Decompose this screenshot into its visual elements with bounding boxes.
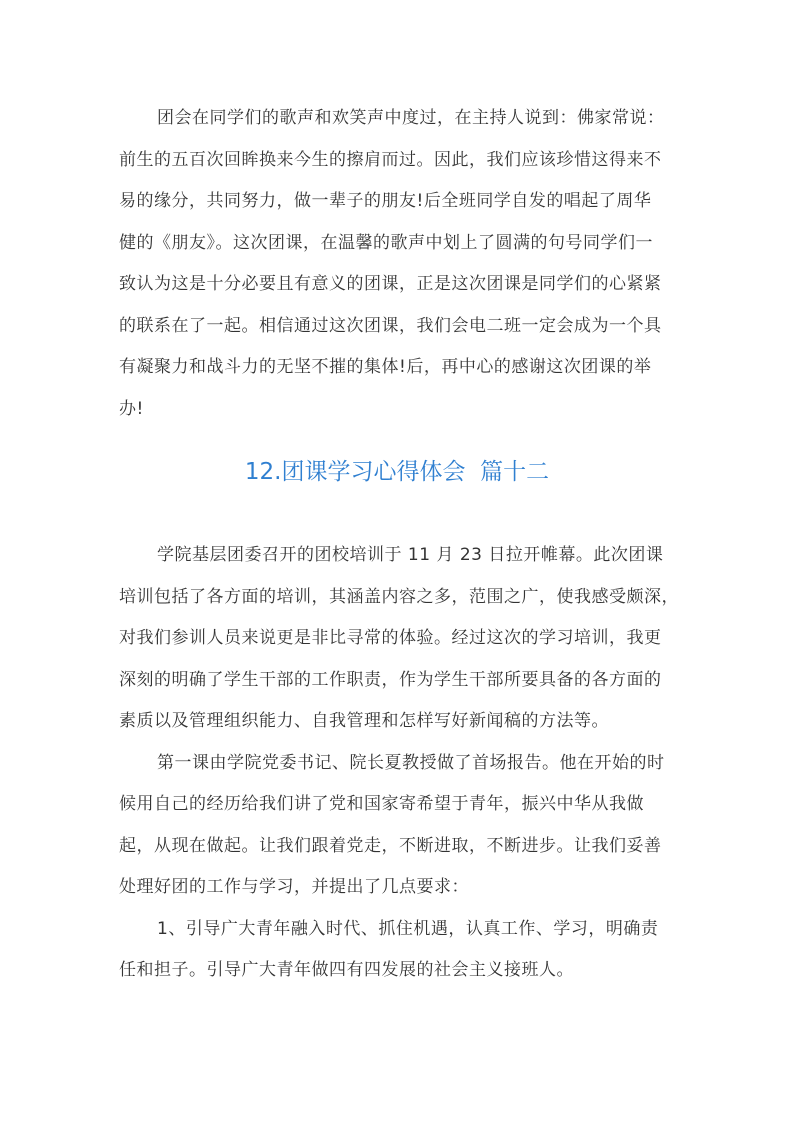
paragraph-line: 候用自己的经历给我们讲了党和国家寄希望于青年，振兴中华从我做 [119, 794, 644, 814]
paragraph-line: 团会在同学们的歌声和欢笑声中度过，在主持人说到：佛家常说： [157, 108, 665, 128]
paragraph-line: 易的缘分，共同努力，做一辈子的朋友!后全班同学自发的唱起了周华 [119, 191, 652, 211]
paragraph-line: 1、引导广大青年融入时代、抓住机遇，认真工作、学习，明确责 [157, 919, 659, 939]
paragraph-line: 处理好团的工作与学习，并提出了几点要求： [119, 877, 469, 897]
paragraph-line: 培训包括了各方面的培训，其涵盖内容之多，范围之广，使我感受颇深， [119, 587, 679, 607]
paragraph-line: 有凝聚力和战斗力的无坚不摧的集体!后，再中心的感谢这次团课的举 [119, 357, 652, 377]
paragraph-line: 任和担子。引导广大青年做四有四发展的社会主义接班人。 [119, 960, 574, 980]
paragraph-line: 致认为这是十分必要且有意义的团课，正是这次团课是同学们的心紧紧 [119, 274, 662, 294]
paragraph-line: 学院基层团委召开的团校培训于 11 月 23 日拉开帷幕。此次团课 [157, 545, 664, 565]
paragraph-line: 起，从现在做起。让我们跟着党走，不断进取，不断进步。让我们妥善 [119, 836, 662, 856]
paragraph-line: 的联系在了一起。相信通过这次团课，我们会电二班一定会成为一个具 [119, 316, 662, 336]
paragraph-line: 健的《朋友》。这次团课，在温馨的歌声中划上了圆满的句号同学们一 [119, 233, 653, 253]
paragraph-line: 对我们参训人员来说更是非比寻常的体验。经过这次的学习培训，我更 [119, 628, 662, 648]
paragraph-line: 前生的五百次回眸换来今生的擦肩而过。因此，我们应该珍惜这得来不 [119, 150, 662, 170]
paragraph-line: 素质以及管理组织能力、自我管理和怎样写好新闻稿的方法等。 [119, 711, 609, 731]
paragraph-line: 深刻的明确了学生干部的工作职责，作为学生干部所要具备的各方面的 [119, 670, 662, 690]
paragraph-line: 办! [119, 399, 144, 419]
section-heading: 12.团课学习心得体会 篇十二 [244, 459, 550, 485]
paragraph-line: 第一课由学院党委书记、院长夏教授做了首场报告。他在开始的时 [157, 753, 665, 773]
